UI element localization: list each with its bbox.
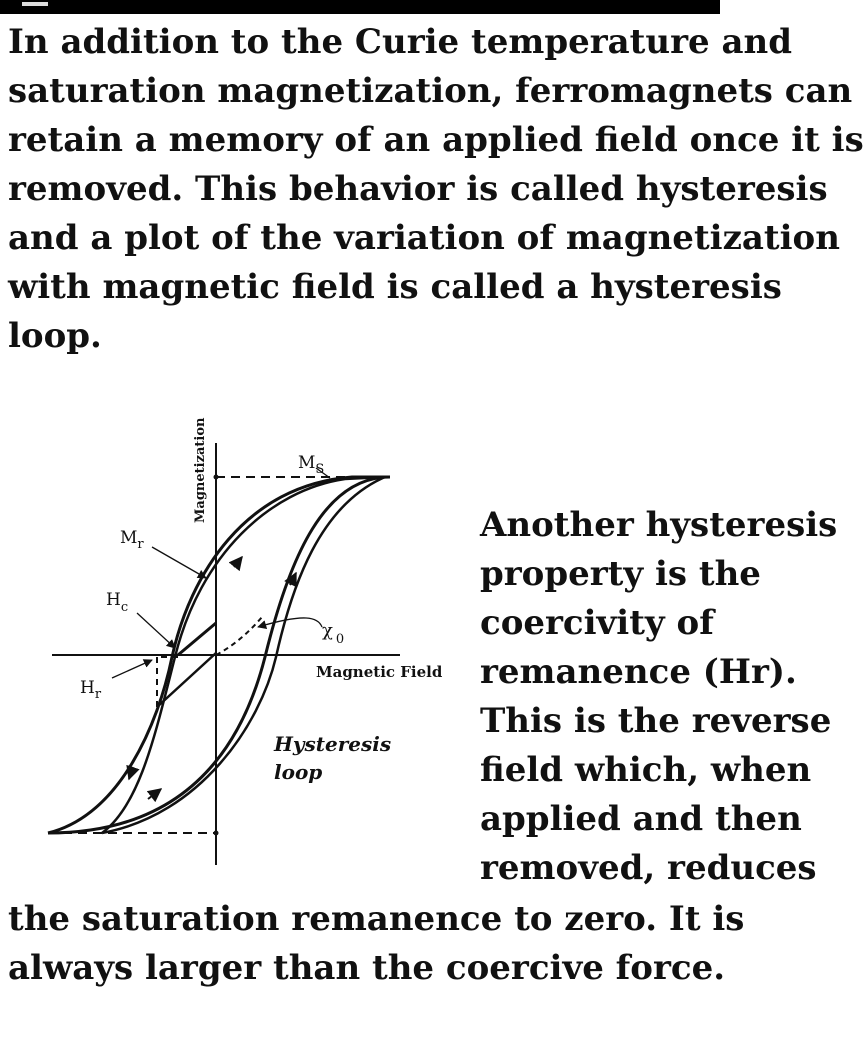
coercivity-line: This is the reverse: [480, 701, 832, 741]
label-hr: $H_r$: [80, 678, 102, 702]
closing-paragraph: [8, 895, 745, 993]
hr-arrow-icon: [112, 660, 152, 678]
caption-hysteresis: Hysteresis: [274, 732, 392, 756]
label-ms: $M_S$: [298, 453, 325, 477]
axis-label-magnetization: Magnetization: [193, 417, 208, 523]
ms-dot: [214, 475, 219, 480]
neg-ms-dot: [214, 831, 219, 836]
intro-line: removed. This behavior is called hysteresis: [8, 169, 828, 209]
menu-icon: [22, 2, 48, 6]
intro-line: retain a memory of an applied field once it is: [8, 120, 864, 160]
coercivity-line: applied and then: [480, 799, 802, 839]
caption-loop: loop: [274, 760, 323, 784]
chi-arrow-icon: [258, 618, 322, 627]
coercivity-line: field which, when: [480, 750, 812, 790]
intro-line: saturation magnetization, ferromagnets can: [8, 71, 853, 111]
direction-arrow-icon: [148, 789, 161, 799]
label-chi0: χ $_0$: [322, 620, 345, 647]
intro-line: loop.: [8, 316, 102, 356]
hc-arrow-icon: [137, 613, 175, 648]
initial-curve: [216, 617, 262, 655]
label-hc: $H_c$: [106, 590, 129, 615]
intro-line: and a plot of the variation of magnetization: [8, 218, 840, 258]
intro-paragraph: [8, 18, 864, 361]
axis-label-magnetic-field: Magnetic Field: [316, 663, 443, 681]
label-mr: $M_r$: [120, 528, 144, 552]
top-status-bar: [0, 0, 720, 14]
coercivity-line: removed, reduces: [480, 848, 817, 888]
coercivity-line: Another hysteresis: [480, 505, 838, 545]
direction-arrow-icon: [234, 557, 242, 567]
hysteresis-loop-figure: [40, 395, 460, 870]
coercivity-line: property is the: [480, 554, 761, 594]
coercivity-paragraph: [480, 501, 838, 893]
mr-arrow-icon: [152, 547, 206, 578]
closing-line: always larger than the coercive force.: [8, 948, 726, 988]
coercivity-line: remanence (Hr).: [480, 652, 797, 692]
intro-line: with magnetic field is called a hysteresis: [8, 267, 782, 307]
hysteresis-diagram: [40, 395, 460, 870]
closing-line: the saturation remanence to zero. It is: [8, 899, 745, 939]
intro-line: In addition to the Curie temperature and: [8, 22, 792, 62]
coercivity-line: coercivity of: [480, 603, 714, 643]
